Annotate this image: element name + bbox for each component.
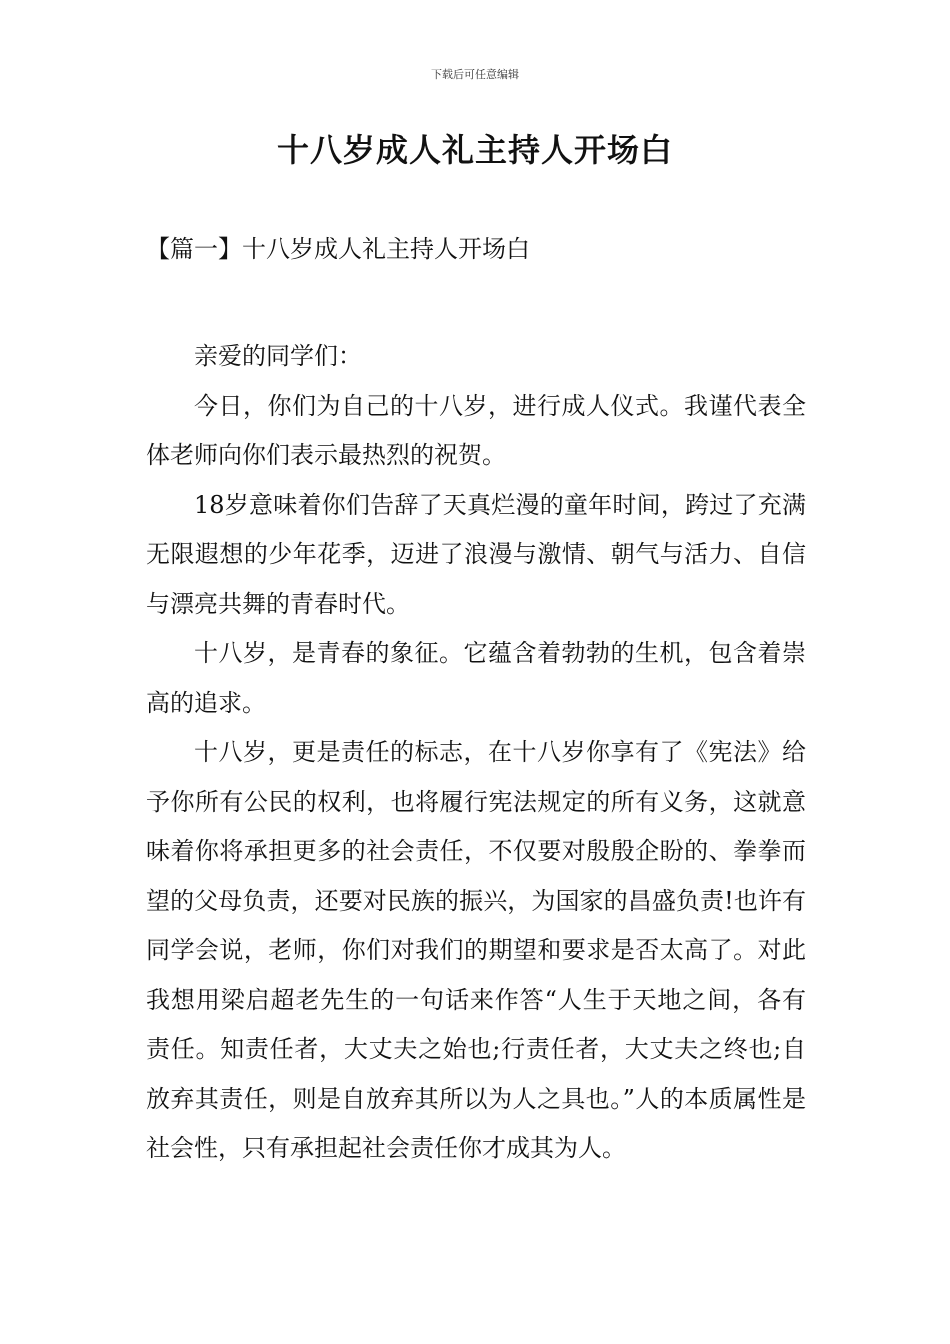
- paragraph: 18岁意味着你们告辞了天真烂漫的童年时间，跨过了充满无限遐想的少年花季，迈进了浪漫与激情、朝气与活力、自信与漂亮共舞的青春时代。: [146, 490, 806, 618]
- document-body: [146, 332, 806, 1174]
- paragraph: 今日，你们为自己的十八岁，进行成人仪式。我谨代表全体老师向你们表示最热烈的祝贺。: [146, 391, 806, 469]
- header-note: 下载后可任意编辑: [431, 68, 519, 81]
- section-heading: 【篇一】十八岁成人礼主持人开场白: [146, 235, 530, 263]
- paragraph-greeting: 亲爱的同学们：: [194, 342, 362, 370]
- paragraph: 十八岁，是青春的象征。它蕴含着勃勃的生机，包含着崇高的追求。: [146, 639, 806, 717]
- paragraph: 十八岁，更是责任的标志，在十八岁你享有了《宪法》给予你所有公民的权利，也将履行宪法规定的所有义务，这就意味着你将承担更多的社会责任，不仅要对殷殷企盼的、拳拳而望的父母负责，还要对民族的振兴，为国家的昌盛负责!也许有同学会说，老师，你们对我们的期望和要求是否太高了。对此我想用梁启超老先生的一句话来作答“人生于天地之间，各有责任。知责任者，大丈夫之始也;行责任者，大丈夫之终也;自放弃其责任，则是自放弃其所以为人之具也。”人的本质属性是社会性，只有承担起社会责任你才成其为人。: [146, 738, 806, 1162]
- document-title: 十八岁成人礼主持人开场白: [276, 131, 673, 169]
